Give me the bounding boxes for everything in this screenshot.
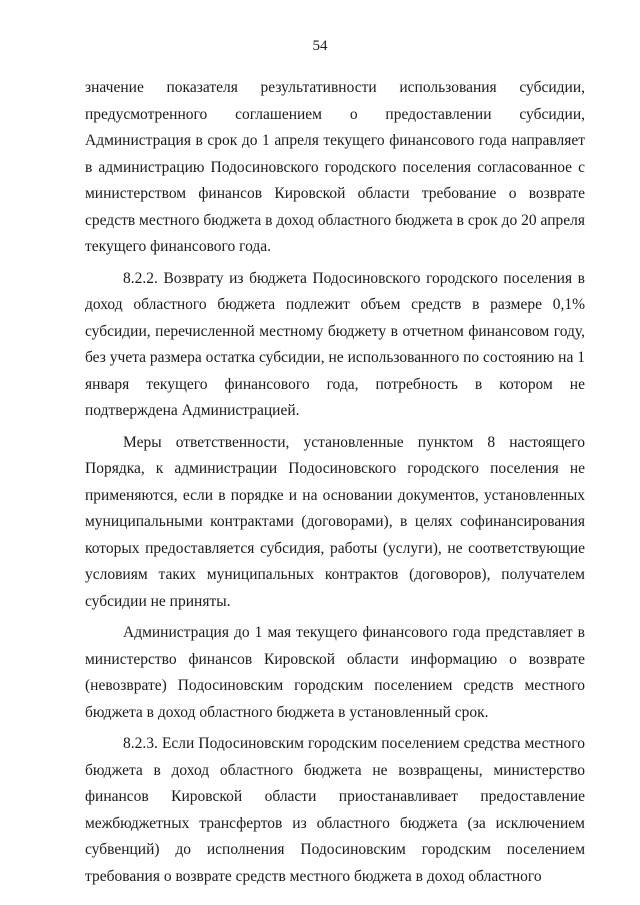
document-body [85,75,585,890]
page-number: 54 [312,38,328,54]
paragraph-8-2-2: 8.2.2. Возврату из бюджета Подосиновского городского поселения в доход областного бюджета подлежит объем средств в размере 0,1% субсидии, перечисленной местному бюджету в отчетном финансовом году, без учета размера остатка субсидии, не использованного по состоянию на 1 января текущего финансового года, потребность в котором не подтверждена Администрацией. [85,269,585,419]
paragraph-8-2-3: 8.2.3. Если Подосиновским городским поселением средства местного бюджета в доход областного бюджета не возвращены, министерство финансов Кировской области приостанавливает предоставление межбюджетных трансфертов из областного бюджета (за исключением субвенций) до исполнения Подосиновским городским поселением требования о возврате средств местного бюджета в доход областного [85,735,585,885]
paragraph-liability: Меры ответственности, установленные пунктом 8 настоящего Порядка, к администрации Подосиновского городского поселения не применяются, если в порядке и на основании документов, установленных муниципальными контрактами (договорами), в целях софинансирования которых предоставляется субсидия, работы (услуги), не соответствующие условиям таких муниципальных контрактов (договоров), получателем субсидии не приняты. [85,433,585,610]
paragraph-administration-report: Администрация до 1 мая текущего финансового года представляет в министерство финансов Кировской области информацию о возврате (невозврате) Подосиновским городским поселением средств местного бюджета в доход областного бюджета в установленный срок. [85,624,585,721]
paragraph-continuation: значение показателя результативности использования субсидии, предусмотренного соглашением о предоставлении субсидии, Администрация в срок до 1 апреля текущего финансового года направляет в администрацию Подосиновского городского поселения согласованное с министерством финансов Кировской области требование о возврате средств местного бюджета в доход областного бюджета в срок до 20 апреля текущего финансового года. [85,79,585,255]
